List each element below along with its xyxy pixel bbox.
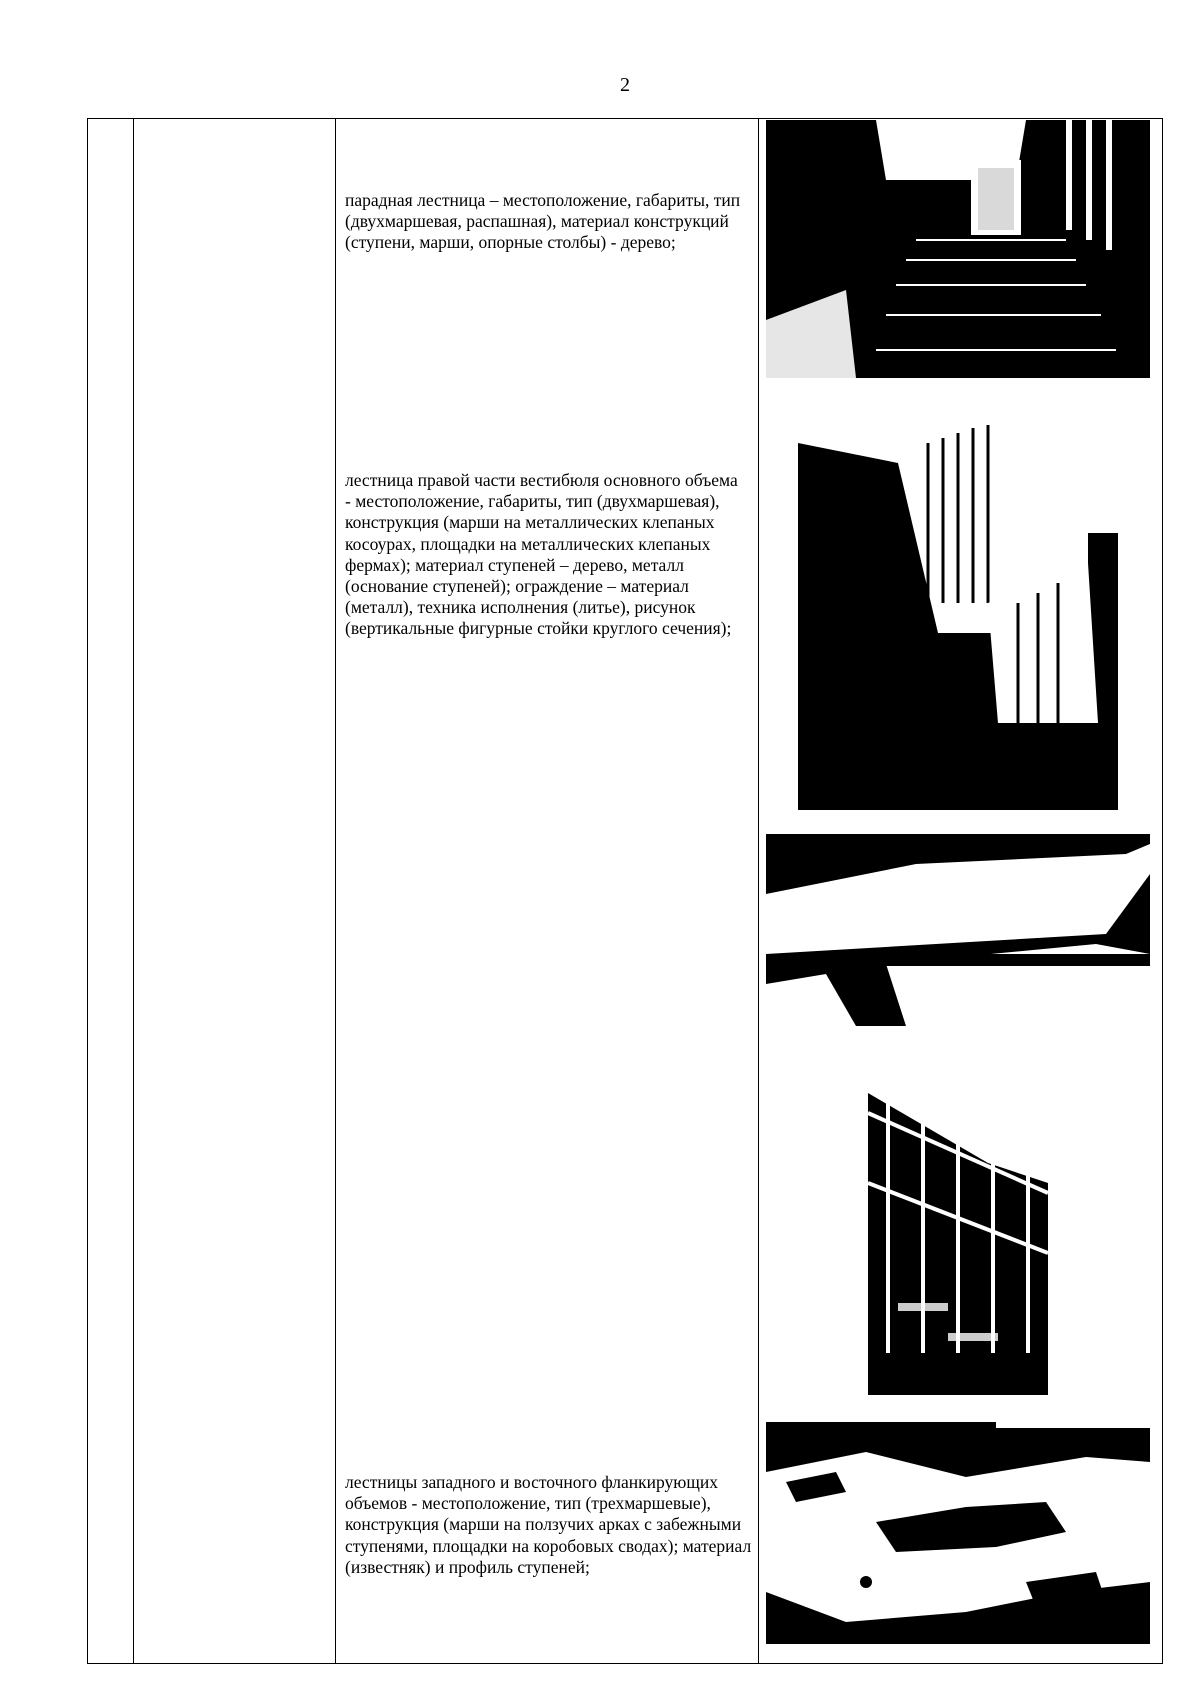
staircase-photo [766, 120, 1150, 378]
feature-description-vestibule-staircase: лестница правой части вестибюля основного объема - местоположение, габариты, тип (двухмаршевая), конструкция (марши на металлических клепаных косоурах, площадки на металлических клепаных фермах); материал ступеней – дерево, металл (основание ступеней); ограждение – материал (металл), техника исполнения (литье), рисунок (вертикальные фигурные стойки круглого сечения); [345, 470, 738, 639]
column-divider-3 [758, 119, 759, 1663]
page-number: 2 [620, 74, 630, 96]
column-divider-2 [335, 119, 336, 1663]
staircase-railing-photo [798, 403, 1118, 810]
feature-description-main-staircase: парадная лестница – местоположение, габариты, тип (двухмаршевая, распашная), материал конструкций (ступени, марши, опорные столбы) - дерево; [345, 190, 741, 253]
balusters-photo [868, 1053, 1048, 1395]
column-divider-1 [133, 119, 134, 1663]
feature-description-flanking-staircases: лестницы западного и восточного фланкирующих объемов - местоположение, тип (трехмаршевые), конструкция (марши на ползучих арках с забежными ступенями, площадки на коробовых сводах); материал (известняк) и профиль ступеней; [345, 1472, 752, 1577]
stone-stair-vault-photo [766, 1422, 1150, 1644]
landing-underside-photo [766, 834, 1150, 1026]
